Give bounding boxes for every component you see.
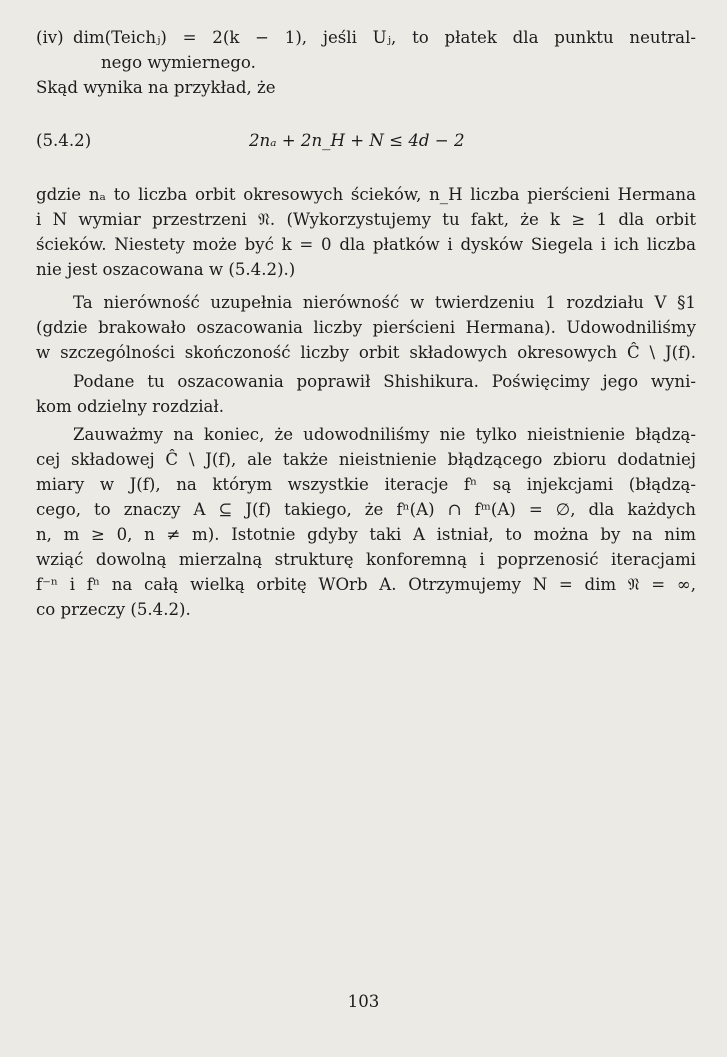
page-number: 103 — [347, 992, 380, 1011]
paragraph-4 — [36, 422, 696, 622]
p1-line-1: gdzie nₐ to liczba orbit okresowych ścieków, n_H liczba pierścieni Hermana — [36, 185, 696, 204]
p3-line-1: Podane tu oszacowania poprawił Shishikura. Poświęcimy jego wyni- — [73, 372, 696, 391]
list-item-iv — [36, 25, 696, 75]
paragraph-3 — [36, 369, 696, 419]
intro-sentence — [36, 75, 696, 100]
p3-line-2: kom odzielny rozdział. — [36, 397, 225, 416]
equation-body: 2nₐ + 2n_H + N ≤ 4d − 2 — [249, 131, 465, 150]
p4-line-8: co przeczy (5.4.2). — [36, 600, 191, 619]
list-item-iv-line1 — [36, 25, 696, 50]
paragraph-1 — [36, 182, 696, 282]
p4-line-6: wziąć dowolną mierzalną strukturę konforemną i poprzenosić iteracjami — [36, 550, 696, 569]
list-item-iv-line2: nego wymiernego. — [101, 53, 256, 72]
p4-line-5: n, m ≥ 0, n ≠ m). Istotnie gdyby taki A istniał, to można by na nim — [36, 525, 696, 544]
p2-line-3: w szczególności skończoność liczby orbit składowych okresowych Ĉ \ J(f). — [36, 343, 696, 362]
p4-line-7: f⁻ⁿ i fⁿ na całą wielką orbitę WOrb A. Otrzymujemy N = dim 𝔑 = ∞, — [36, 575, 696, 594]
p1-line-2: i N wymiar przestrzeni 𝔑. (Wykorzystujemy tu fakt, że k ≥ 1 dla orbit — [36, 210, 696, 229]
p4-line-3: miary w J(f), na którym wszystkie iteracje fⁿ są injekcjami (błądzą- — [36, 475, 696, 494]
list-item-label: (iv) — [36, 28, 64, 47]
p1-line-4: nie jest oszacowana w (5.4.2).) — [36, 260, 296, 279]
p2-line-1: Ta nierówność uzupełnia nierówność w twierdzeniu 1 rozdziału V §1 — [73, 293, 696, 312]
intro-line: Skąd wynika na przykład, że — [36, 78, 276, 97]
list-item-iv-text1: dim(Teichⱼ) = 2(k − 1), jeśli Uⱼ, to płatek dla punktu neutral- — [73, 28, 696, 47]
p2-line-2: (gdzie brakowało oszacowania liczby pierścieni Hermana). Udowodniliśmy — [36, 318, 696, 337]
p4-line-2: cej składowej Ĉ \ J(f), ale także nieistnienie błądzącego zbioru dodatniej — [36, 450, 696, 469]
p1-line-3: ścieków. Niestety może być k = 0 dla płatków i dysków Siegela i ich liczba — [36, 235, 696, 254]
p4-line-4: cego, to znaczy A ⊆ J(f) takiego, że fⁿ(A) ∩ fᵐ(A) = ∅, dla każdych — [36, 500, 696, 519]
p4-line-1: Zauważmy na koniec, że udowodniliśmy nie tylko nieistnienie błądzą- — [73, 425, 696, 444]
paragraph-2 — [36, 290, 696, 365]
display-equation — [36, 131, 696, 157]
equation-number: (5.4.2) — [36, 131, 92, 150]
